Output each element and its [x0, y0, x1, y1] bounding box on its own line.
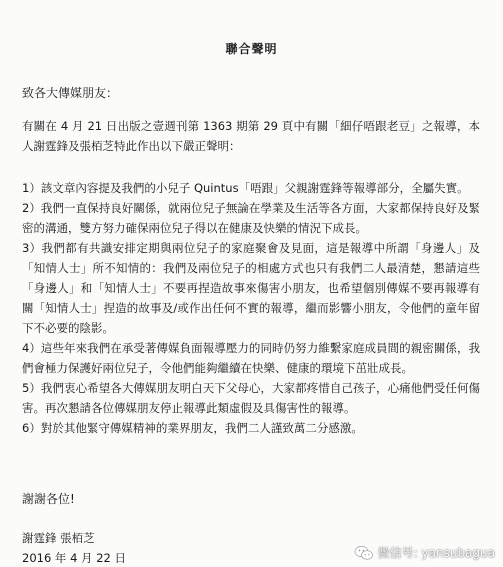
- watermark: [354, 544, 495, 561]
- intro-paragraph: 有關在 4 月 21 日出版之壹週刊第 1363 期第 29 頁中有關「細仔唔跟老豆」之報導，本人謝霆鋒及張栢芝特此作出以下嚴正聲明：: [22, 119, 480, 153]
- statement-date: 2016 年 4 月 22 日: [22, 551, 126, 565]
- signatures: 謝霆鋒 張栢芝: [22, 531, 95, 545]
- statement-item-6: 6）對於其他緊守傳媒精神的業界朋友，我們二人謹致萬二分感激。: [22, 421, 363, 435]
- closing-line: 謝謝各位!: [22, 492, 75, 506]
- statement-item-3: 3）我們都有共識安排定期與兩位兒子的家庭聚會及見面，這是報導中所謂「身邊人」及「知情人士」所不知情的：我們及兩位兒子的相處方式也只有我們二人最清楚，懇請這些「身邊人」和「知情人士」不要再捏造故事來傷害小朋友，也希望個別傳媒不要再報導有關「知情人士」捏造的故事及/或作出任何不實的報導，繼而影響小朋友，令他們的童年留下不必要的陰影。: [22, 241, 480, 335]
- document-title: 聯合聲明: [225, 42, 278, 56]
- statement-item-4: 4）這些年來我們在承受著傳媒負面報導壓力的同時仍努力維繫家庭成員間的親密關係，我們會極力保護好兩位兒子，令他們能夠繼續在快樂、健康的環境下茁壯成長。: [22, 341, 480, 375]
- wechat-icon: [354, 545, 374, 561]
- statement-items: [22, 178, 480, 438]
- statement-item-5: 5）我們衷心希望各大傳媒朋友明白天下父母心，大家都疼惜自己孩子，心痛他們受任何傷害。再次懇請各位傳媒朋友停止報導此類虛假及具傷害性的報導。: [22, 381, 480, 415]
- statement-item-2: 2）我們一直保持良好關係，就兩位兒子無論在學業及生活等各方面，大家都保持良好及緊密的溝通，雙方努力確保兩位兒子得以在健康及快樂的情況下成長。: [22, 201, 480, 235]
- watermark-text: 微信号: yansubagua: [377, 546, 495, 560]
- greeting: 致各大傳媒朋友：: [22, 86, 119, 100]
- statement-item-1: 1）該文章內容提及我們的小兒子 Quintus「唔跟」父親謝霆鋒等報導部分，全屬失實。: [22, 181, 469, 195]
